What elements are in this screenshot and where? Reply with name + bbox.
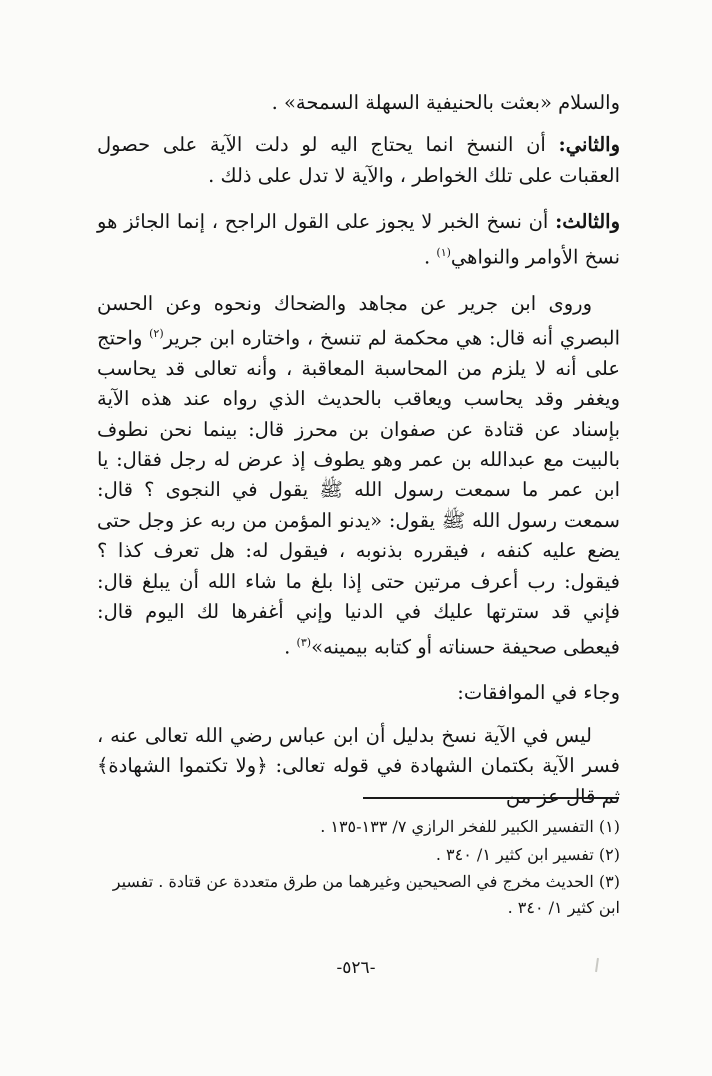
page-number: -٥٢٦- — [336, 958, 376, 978]
paragraph-third-point — [97, 207, 620, 272]
footnote-divider — [363, 797, 619, 799]
paragraph-body: أن نسخ الخبر لا يجوز على القول الراجح ، إنما الجائز هو نسخ الأوامر والنواهي — [97, 210, 620, 269]
paragraph-label: والثالث: — [555, 210, 620, 234]
paragraph-muwafaqat-heading: وجاء في الموافقات: — [457, 681, 620, 705]
paragraph-body: وروى ابن جرير عن مجاهد والضحاك ونحوه وعن الحسن البصري أنه قال: هي محكمة لم تنسخ ، واختاره ابن جرير — [97, 291, 620, 350]
paragraph-ibn-jarir — [97, 289, 620, 663]
footnote-1: (١) التفسير الكبير للفخر الرازي ٧/ ١٣٣-١٣٥ . — [320, 817, 620, 836]
main-text — [97, 88, 620, 812]
paragraph-end: . — [424, 245, 437, 269]
footnotes — [97, 813, 620, 921]
paragraph-body-cont: واحتج على أنه لا يلزم من المحاسبة المعاقبة ، وأنه تعالى قد يحاسب ويغفر وقد يحاسب ويعاقب بالحديث الذي رواه عند هذه الآية بإسناد عن قتادة عن صفوان بن محرز قال: بينما نحن نطوف بالبيت مع عبدالله بن عمر وهو يطوف إذ عرض له رجل فقال: يا ابن عمر ما سمعت رسول الله ﷺ يقول في النجوى ؟ قال: سمعت رسول الله ﷺ يقول: «يدنو المؤمن من ربه عز وجل حتى يضع عليه كنفه ، فيقرره بذنوبه ، فيقول له: هل تعرف كذا ؟ فيقول: رب أعرف مرتين حتى إذا بلغ ما شاء الله أن يبلغ قال: فإني قد سترتها عليك في الدنيا وإني أغفرها لك اليوم قال: فيعطى صحيفة حسناته أو كتابه بيمينه» — [97, 326, 620, 658]
paragraph-end: . — [284, 635, 297, 658]
footnote-ref: (٣) — [296, 635, 312, 649]
paragraph-closing-hadith: والسلام «بعثت بالحنيفية السهلة السمحة» . — [271, 91, 620, 114]
footnote-ref: (٢) — [149, 326, 164, 340]
footnote-2: (٢) تفسير ابن كثير ١/ ٣٤٠ . — [435, 845, 620, 864]
paragraph-body: أن النسخ انما يحتاج اليه لو دلت الآية على حصول العقبات على تلك الخواطر ، والآية لا تدل على ذلك . — [97, 133, 620, 187]
footnote-3: (٣) الحديث مخرج في الصحيحين وغيرهما من طرق متعددة عن قتادة . تفسير ابن كثير ١/ ٣٤٠ . — [112, 872, 620, 917]
footnote-ref: (١) — [436, 245, 451, 259]
paragraph-label: والثاني: — [558, 133, 620, 157]
paragraph-ibn-abbas: ليس في الآية نسخ بدليل أن ابن عباس رضي الله تعالى عنه ، فسر الآية بكتمان الشهادة في قوله تعالى: ﴿ولا تكتموا الشهادة﴾ ثم قال عز من — [97, 723, 621, 808]
paragraph-second-point — [97, 130, 620, 191]
